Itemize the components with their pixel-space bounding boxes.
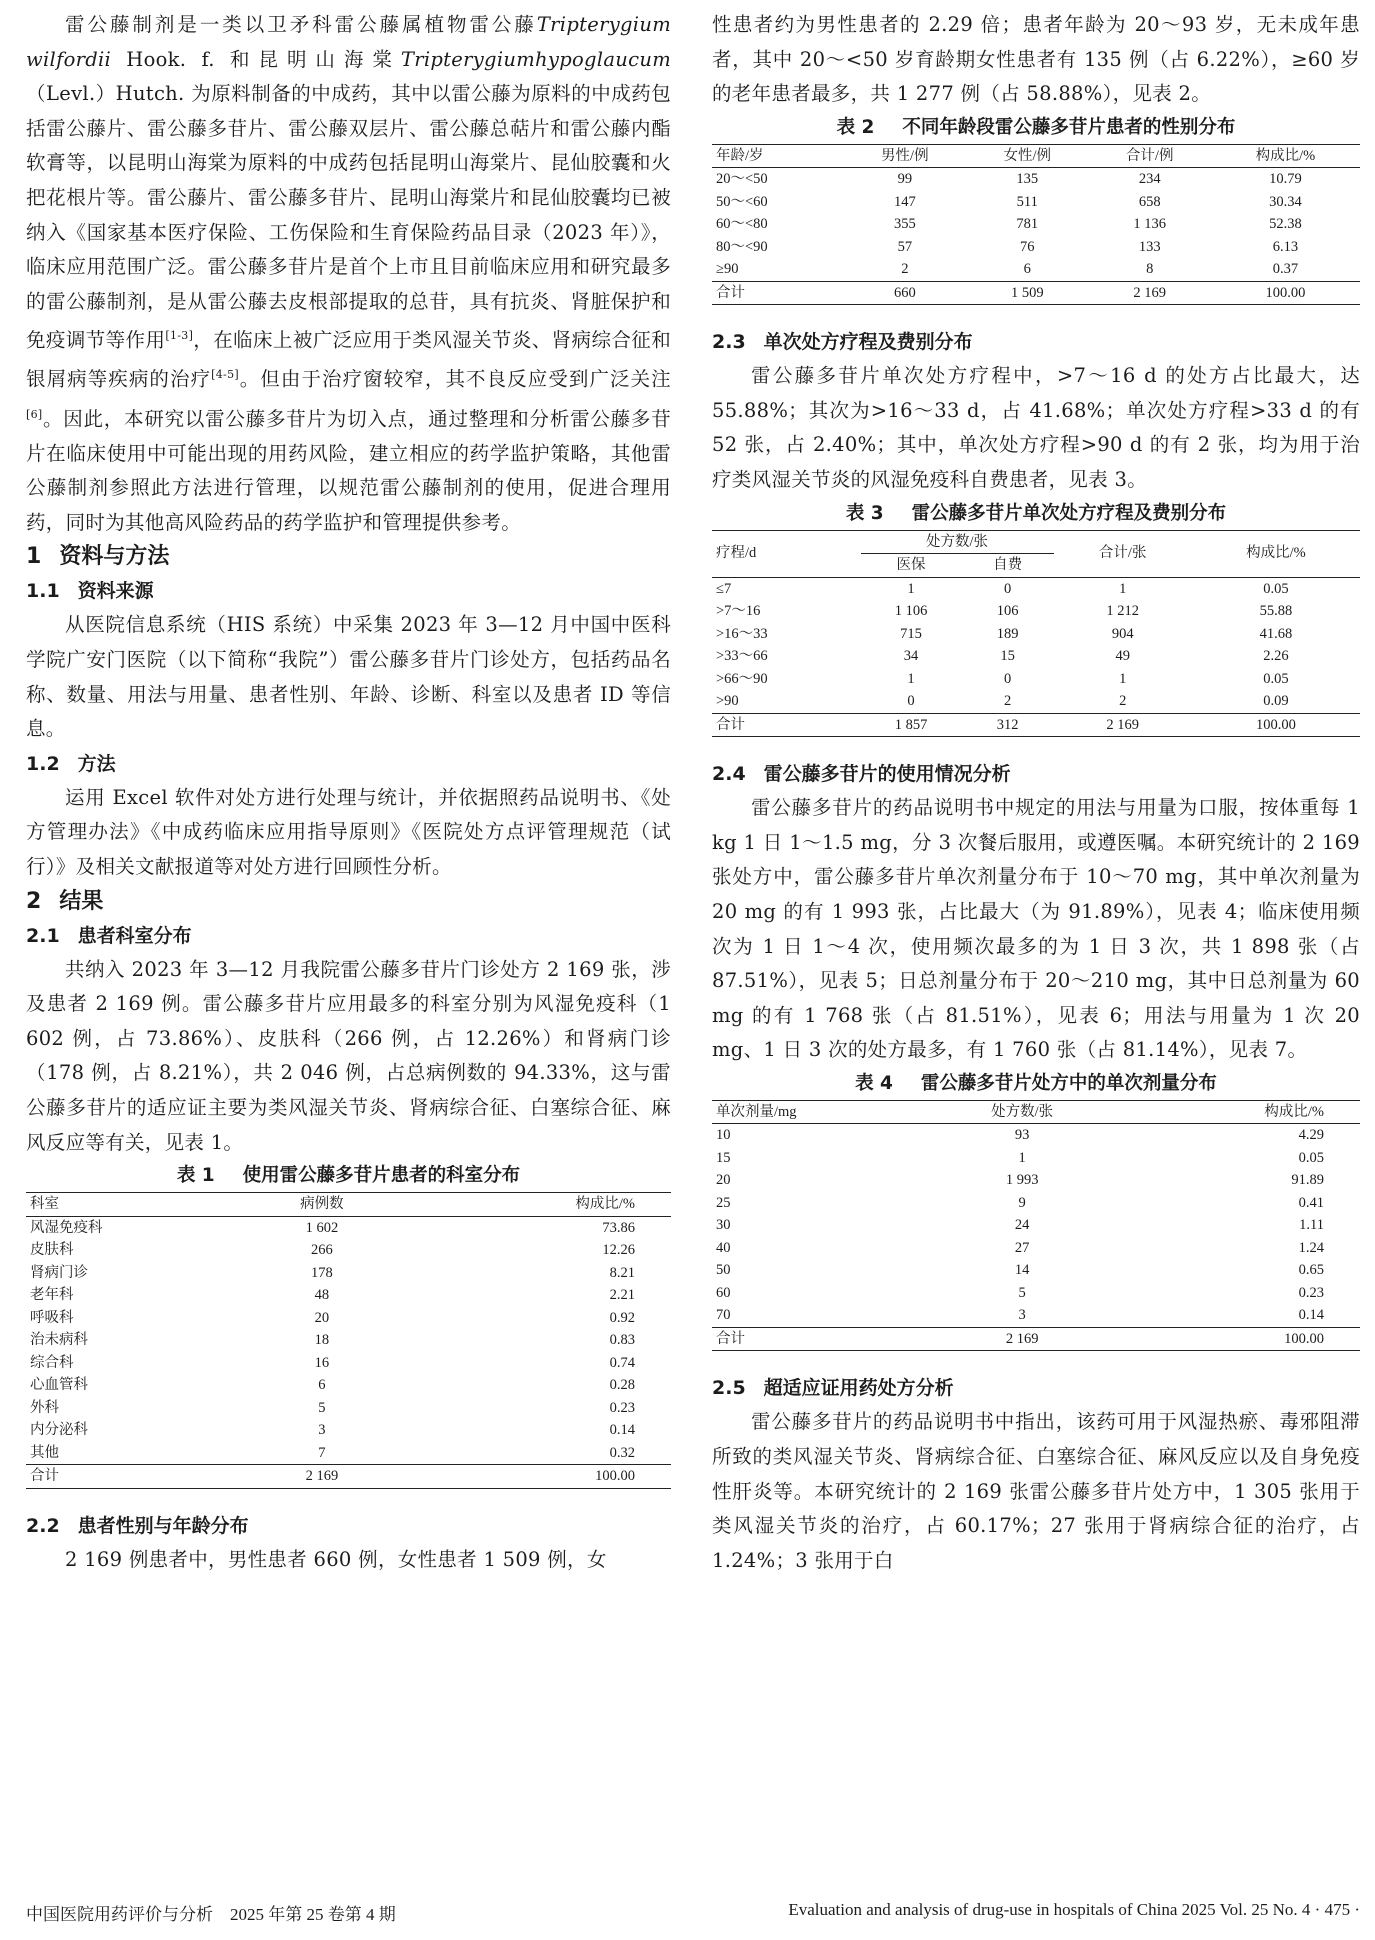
table-cell: 20 [314,1309,330,1326]
table-cell: 0 [907,693,915,710]
table-cell: 1 602 [305,1219,339,1236]
table-header: 科室 [26,1193,250,1217]
subsection-heading: 2.2 患者性别与年龄分布 [26,1514,249,1537]
table-header: 构成比/% [1211,144,1360,168]
table-cell: 0.09 [1263,693,1289,710]
right-column [712,8,1360,1578]
table-cell: 76 [1020,238,1035,255]
table-row [712,1169,1360,1192]
table-header: 男性/例 [844,144,966,168]
table-header: 构成比/% [1110,1100,1360,1124]
table-row [712,1147,1360,1170]
table-row [712,1214,1360,1237]
table-cell: 0.65 [1298,1262,1324,1279]
table-row [712,236,1360,259]
table-row [26,1329,671,1352]
table-cell: 24 [1014,1217,1030,1234]
table-cell: 6 [1023,261,1031,278]
table-cell: 5 [1018,1284,1026,1301]
intro-paragraph: 雷公藤制剂是一类以卫矛科雷公藤属植物雷公藤Tripterygium wilfordii Hook. f. 和昆明山海棠Tripterygiumhypoglaucum（Levl.）Hutch. 为原料制备的中成药，其中以雷公藤为原料的中成药包括雷公藤片、雷公藤多苷片、雷公藤双层片、雷公藤总萜片和雷公藤内酯软膏等，以昆明山海棠为原料的中成药包括昆明山海棠片、昆仙胶囊和火把花根片等。雷公藤片、雷公藤多苷片、昆明山海棠片和昆仙胶囊均已被纳入《国家基本医疗保险、工伤保险和生育保险药品目录（2023 年）》，临床应用范围广泛。雷公藤多苷片是首个上市且目前临床应用和研究最多的雷公藤制剂，是从雷公藤去皮根部提取的总苷，具有抗炎、肾脏保护和免疫调节等作用[1-3]，在临床上被广泛应用于类风湿关节炎、肾病综合征和银屑病等疾病的治疗[4-5]。但由于治疗窗较窄，其不良反应受到广泛关注[6]。因此，本研究以雷公藤多苷片为切入点，通过整理和分析雷公藤多苷片在临床使用中可能出现的用药风险，建立相应的药学监护策略，其他雷公藤制剂参照此方法进行管理，以规范雷公藤制剂的使用，促进合理用药，同时为其他高风险药品的药学监护和管理提供参考。 [26,13,671,534]
table-header: 处方数/张 [861,530,1054,554]
table-cell: 1 509 [966,281,1088,305]
table-cell: 呼吸科 [30,1309,74,1326]
table-cell: 60 [716,1284,731,1301]
table-cell: 0.23 [609,1399,635,1416]
table-header: 自费 [962,554,1054,578]
paragraph: 雷公藤多苷片的药品说明书中指出，该药可用于风湿热瘀、毒邪阻滞所致的类风湿关节炎、肾病综合征、白塞综合征、麻风反应以及自身免疫性肝炎等。本研究统计的 2 169 张雷公藤多苷片处方中，1 305 张用于类风湿关节炎的治疗，占 60.17%；27 张用于肾病综合征的治疗，占 1.24%；3 张用于白 [712,1410,1360,1572]
table-cell: 1 212 [1106,603,1139,620]
table-cell: 1.24 [1298,1239,1324,1256]
table-header: 合计/张 [1054,530,1192,577]
table-header: 医保 [861,554,962,578]
table-cell: 312 [962,713,1054,737]
table-cell: 100.00 [394,1465,671,1489]
table-row [712,1282,1360,1305]
table-cell: 41.68 [1259,625,1293,642]
table-cell: 49 [1115,648,1130,665]
table-row [712,1237,1360,1260]
table-header: 单次剂量/mg [712,1100,934,1124]
table-cell: 48 [314,1287,330,1304]
table-cell: 合计 [712,281,844,305]
table-cell: 2 169 [1088,281,1210,305]
table-cell: 0.28 [609,1377,635,1394]
table-cell: 147 [893,193,916,210]
table-cell: 5 [318,1399,326,1416]
table-total-row [712,1327,1360,1351]
subsection-heading: 2.3 单次处方疗程及费别分布 [712,331,973,354]
table-header: 疗程/d [712,530,861,577]
table-cell: 7 [318,1444,326,1461]
paragraph: 从医院信息系统（HIS 系统）中采集 2023 年 3—12 月中国中医科学院广安门医院（以下简称“我院”）雷公藤多苷片门诊处方，包括药品名称、数量、用法与用量、患者性别、年龄、诊断、科室以及患者 ID 等信息。 [26,613,671,741]
table-cell: 80～<90 [716,238,768,255]
table-row [26,1307,671,1330]
table-caption: 表 2 不同年龄段雷公藤多苷片患者的性别分布 [836,116,1236,138]
table-cell: 8.21 [609,1264,635,1281]
table-cell: 99 [897,171,913,188]
table-row [712,1192,1360,1215]
table-cell: 15 [716,1149,731,1166]
table-cell: 1 [1119,580,1127,597]
citation[interactable]: [4-5] [211,368,239,382]
table-row [26,1239,671,1262]
table-4 [712,1100,1360,1352]
table-row [712,258,1360,281]
table-row [26,1419,671,1442]
table-row [712,168,1360,191]
table-cell: >16～33 [716,625,768,642]
table-cell: 40 [716,1239,731,1256]
table-cell: 0.37 [1272,261,1299,278]
table-cell: 综合科 [30,1354,74,1371]
paragraph: 雷公藤多苷片单次处方疗程中，>7～16 d 的处方占比最大，达 55.88%；其次为>16～33 d，占 41.68%；单次处方疗程>33 d 的有 52 张，占 2.40%；其中，单次处方疗程>90 d 的有 2 张，均为用于治疗类风湿关节炎的风湿免疫科自费患者，见表 3。 [712,364,1360,492]
table-cell: 1.11 [1299,1217,1324,1234]
table-caption: 表 4 雷公藤多苷片处方中的单次剂量分布 [855,1072,1217,1094]
table-row [712,623,1360,646]
table-cell: 1 993 [1005,1172,1039,1189]
table-row [26,1397,671,1420]
table-cell: 904 [1111,625,1134,642]
table-cell: 治未病科 [30,1332,88,1349]
table-cell: ≥90 [716,261,739,278]
table-row [26,1442,671,1465]
table-cell: 0.23 [1298,1284,1324,1301]
table-cell: 18 [314,1332,330,1349]
subsection-heading: 2.5 超适应证用药处方分析 [712,1377,954,1400]
table-total-row [712,713,1360,737]
table-cell: 心血管科 [30,1377,88,1394]
paragraph: 雷公藤多苷片的药品说明书中规定的用法与用量为口服，按体重每 1 kg 1 日 1～1.5 mg，分 3 次餐后服用，或遵医嘱。本研究统计的 2 169 张处方中，雷公藤多苷片单次剂量分布于 10～70 mg，其中单次剂量为 20 mg 的有 1 993 张，占比最大（为 91.89%），见表 4；临床使用频次为 1 日 1～4 次，使用频次最多的为 1 日 3 次，共 1 898 张（占 87.51%），见表 5；日总剂量分布于 20～210 mg，其中日总剂量为 60 mg 的有 1 768 张（占 81.51%），见表 6；用法与用量为 1 次 20 mg、1 日 3 次的处方最多，有 1 760 张（占 81.14%），见表 7。 [712,796,1360,1062]
table-cell: 234 [1138,171,1161,188]
table-cell: 12.26 [602,1242,635,1259]
table-cell: 660 [844,281,966,305]
table-cell: 106 [996,603,1019,620]
table-cell: 60～<80 [716,216,768,233]
table-cell: 合计 [712,713,861,737]
table-cell: 91.89 [1291,1172,1324,1189]
section-heading: 1 资料与方法 [26,544,170,570]
table-cell: 511 [1016,193,1038,210]
table-cell: 1 [907,670,915,687]
table-cell: 133 [1138,238,1161,255]
table-cell: 34 [903,648,919,665]
paragraph: 2 169 例患者中，男性患者 660 例，女性患者 1 509 例，女 [65,1547,607,1571]
table-cell: 2 169 [1054,713,1192,737]
table-cell: 135 [1016,171,1039,188]
table-row [712,1304,1360,1327]
table-header: 构成比/% [1192,530,1360,577]
table-2 [712,144,1360,306]
table-cell: 30.34 [1269,193,1302,210]
table-cell: ≤7 [716,580,732,597]
table-cell: 10 [716,1127,731,1144]
table-cell: 合计 [712,1327,934,1351]
table-total-row [712,281,1360,305]
table-cell: 178 [311,1264,333,1281]
table-cell: 0.92 [609,1309,635,1326]
table-cell: 16 [314,1354,330,1371]
table-header: 女性/例 [966,144,1088,168]
table-cell: 20 [716,1172,731,1189]
table-cell: 皮肤科 [30,1242,74,1259]
paragraph: 共纳入 2023 年 3—12 月我院雷公藤多苷片门诊处方 2 169 张，涉及患者 2 169 例。雷公藤多苷片应用最多的科室分别为风湿免疫科（1 602 例，占 73.86%）、皮肤科（266 例，占 12.26%）和肾病门诊（178 例，占 8.21%），共 2 046 例，占总病例数的 94.33%，这与雷公藤多苷片的适应证主要为类风湿关节炎、肾病综合征、白塞综合征、麻风反应等有关，见表 1。 [26,957,671,1154]
table-cell: 100.00 [1211,281,1360,305]
table-cell: 100.00 [1110,1327,1360,1351]
table-cell: 55.88 [1259,603,1293,620]
table-row [712,1259,1360,1282]
table-cell: 30 [716,1217,731,1234]
table-cell: 266 [311,1242,333,1259]
table-row [712,191,1360,214]
table-3 [712,530,1360,738]
table-cell: >7～16 [716,603,761,620]
table-cell: 27 [1014,1239,1030,1256]
table-cell: 2 169 [934,1327,1110,1351]
subsection-heading: 1.2 方法 [26,752,116,775]
table-cell: 0 [1003,670,1012,687]
table-cell: >33～66 [716,648,768,665]
table-cell: 0.83 [609,1332,635,1349]
left-column [26,8,671,1577]
table-row [26,1374,671,1397]
table-row [712,690,1360,713]
table-cell: 73.86 [602,1219,635,1236]
table-cell: 50～<60 [716,193,768,210]
citation[interactable]: [1-3] [165,329,194,343]
table-cell: 2.26 [1263,648,1289,665]
table-cell: 52.38 [1269,216,1302,233]
paragraph: 运用 Excel 软件对处方进行处理与统计，并依据照药品说明书、《处方管理办法》《中成药临床应用指导原则》《医院处方点评管理规范（试行）》及相关文献报道等对处方进行回顾性分析。 [26,785,671,878]
table-total-row [26,1465,671,1489]
table-cell: 2 [901,261,909,278]
subsection-heading: 1.1 资料来源 [26,580,154,603]
table-cell: 1 106 [894,603,928,620]
table-cell: 781 [1016,216,1039,233]
table-cell: 6 [318,1377,326,1394]
table-cell: 1 [1018,1149,1026,1166]
table-cell: 0.05 [1298,1149,1324,1166]
table-cell: 1 [1119,670,1127,687]
table-header: 病例数 [250,1193,393,1217]
table-cell: 14 [1014,1262,1030,1279]
table-cell: 2 [1003,693,1012,710]
table-cell: 0.32 [609,1444,635,1461]
table-cell: 0.05 [1263,670,1289,687]
table-row [26,1216,671,1239]
table-cell: 50 [716,1262,731,1279]
table-cell: 15 [1000,648,1015,665]
table-cell: 1 136 [1133,216,1166,233]
table-cell: 9 [1018,1194,1026,1211]
table-cell: 2 [1119,693,1127,710]
table-header: 合计/例 [1088,144,1210,168]
subsection-heading: 2.1 患者科室分布 [26,924,192,947]
table-cell: 0 [1003,580,1012,597]
table-cell: 0.41 [1298,1194,1324,1211]
table-cell: 8 [1146,261,1154,278]
table-row [712,577,1360,600]
table-cell: 0.05 [1263,580,1289,597]
table-cell: 0.74 [609,1354,635,1371]
latin-name: Tripterygium wilfordii [26,13,671,71]
table-cell: 715 [900,625,922,642]
table-row [26,1284,671,1307]
table-cell: 70 [716,1307,731,1324]
table-1 [26,1192,671,1489]
table-cell: 风湿免疫科 [30,1219,103,1236]
table-cell: 4.29 [1298,1127,1324,1144]
table-cell: 93 [1014,1127,1030,1144]
table-cell: 6.13 [1272,238,1299,255]
table-cell: 189 [996,625,1019,642]
table-cell: 内分泌科 [30,1422,88,1439]
table-cell: 10.79 [1269,171,1302,188]
table-cell: >66～90 [716,670,768,687]
latin-name: Tripterygiumhypoglaucum [400,47,671,71]
table-cell: 肾病门诊 [30,1264,88,1281]
journal-name-cn: 中国医院用药评价与分析 2025 年第 25 卷第 4 期 [26,1905,396,1924]
table-cell: 1 [907,580,915,597]
table-cell: 658 [1138,193,1161,210]
table-row [26,1352,671,1375]
table-cell: >90 [716,693,739,710]
section-heading: 2 结果 [26,888,104,914]
table-row [712,213,1360,236]
table-cell: 外科 [30,1399,59,1416]
table-cell: 2 169 [250,1465,393,1489]
table-cell: 老年科 [30,1287,74,1304]
table-cell: 2.21 [609,1287,635,1304]
table-cell: 3 [1018,1307,1026,1324]
table-cell: 3 [318,1422,326,1439]
paragraph: 性患者约为男性患者的 2.29 倍；患者年龄为 20～93 岁，无未成年患者，其中 20～<50 岁育龄期女性患者有 135 例（占 6.22%），≥60 岁的老年患者最多，共 1 277 例（占 58.88%），见表 2。 [712,13,1360,106]
table-cell: 25 [716,1194,731,1211]
journal-name-en: Evaluation and analysis of drug-use in hospitals of China 2025 Vol. 25 No. 4 · 475 · [788,1900,1360,1919]
table-row [712,645,1360,668]
table-row [712,668,1360,691]
table-row [26,1262,671,1285]
table-cell: 1 857 [861,713,962,737]
table-row [712,1124,1360,1147]
table-header: 构成比/% [394,1193,671,1217]
table-caption: 表 1 使用雷公藤多苷片患者的科室分布 [176,1165,521,1187]
table-cell: 100.00 [1192,713,1360,737]
table-cell: 57 [897,238,913,255]
table-row [712,600,1360,623]
table-cell: 合计 [26,1465,250,1489]
table-cell: 355 [893,216,916,233]
table-cell: 0.14 [1298,1307,1324,1324]
table-caption: 表 3 雷公藤多苷片单次处方疗程及费别分布 [845,502,1227,524]
subsection-heading: 2.4 雷公藤多苷片的使用情况分析 [712,763,1011,786]
table-cell: 20～<50 [716,171,768,188]
citation[interactable]: [6] [26,407,43,421]
table-cell: 其他 [30,1444,59,1461]
table-header: 年龄/岁 [712,144,844,168]
table-cell: 0.14 [609,1422,635,1439]
table-header: 处方数/张 [934,1100,1110,1124]
